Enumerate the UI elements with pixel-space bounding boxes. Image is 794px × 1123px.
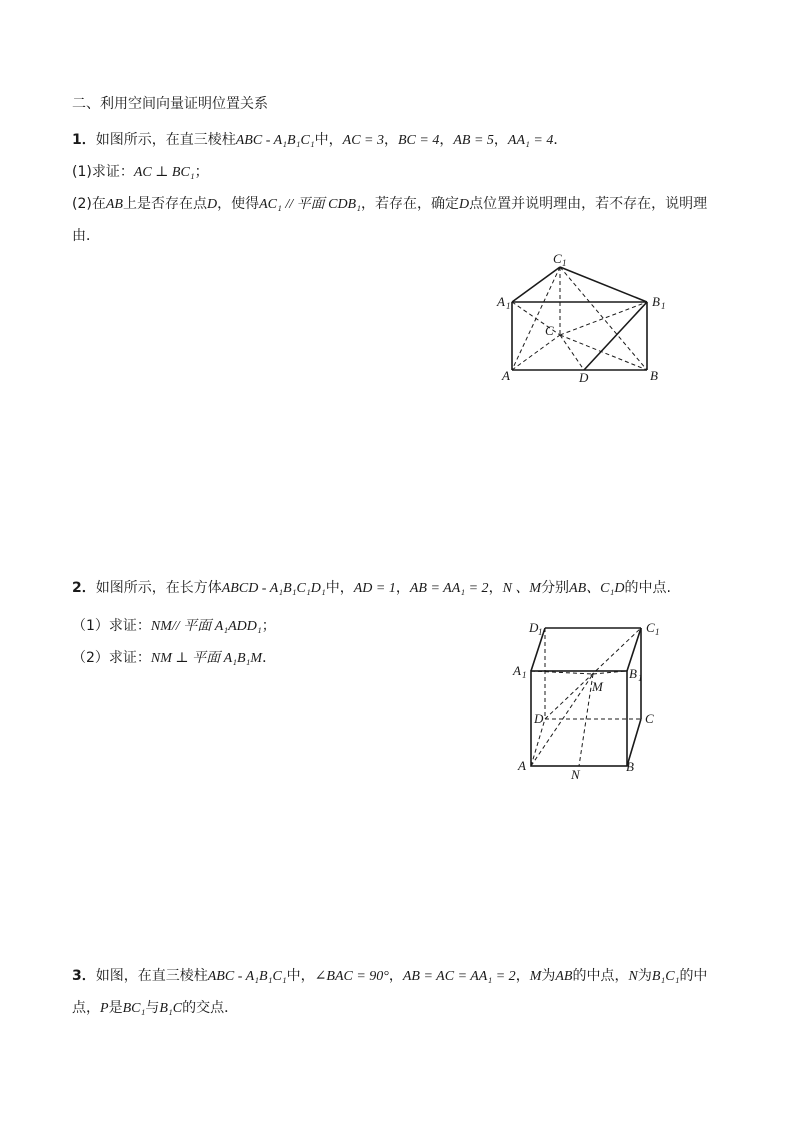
label-b: B xyxy=(626,759,634,774)
problem-3-prism: ABC - A₁B₁C₁ xyxy=(207,969,287,984)
sub-one: 1 xyxy=(562,258,567,268)
q2-d: D xyxy=(206,197,218,212)
sub-one: 1 xyxy=(506,301,511,311)
sep: ， xyxy=(488,580,503,596)
q1-expr: NM// 平面 A₁ADD₁ xyxy=(150,619,262,634)
q1-end: ； xyxy=(194,164,209,180)
label-b: B xyxy=(650,368,658,383)
label-c: C xyxy=(545,323,554,338)
problem-1-mid: 中， xyxy=(314,132,343,148)
q1-end: ； xyxy=(261,618,276,634)
problem-3-number: 3． xyxy=(72,968,96,984)
label-c: C xyxy=(645,711,654,726)
problem-1-ac: AC = 3 xyxy=(342,133,384,148)
problem-3-line2-end: 的交点． xyxy=(182,1000,239,1016)
problem-2-number: 2． xyxy=(72,580,96,596)
sep: ， xyxy=(395,580,410,596)
sub-one: 1 xyxy=(638,673,643,683)
edge-ad xyxy=(531,719,545,766)
problem-2-intro: 如图所示，在长方体 xyxy=(95,580,222,596)
q2-label: （2）求证： xyxy=(72,650,151,666)
problem-1-number: 1． xyxy=(72,132,96,148)
label-a: A xyxy=(502,368,510,383)
q2-expr: NM ⊥ 平面 A₁B₁M xyxy=(150,651,263,666)
q2-c: ，若存在，确定 xyxy=(360,196,459,212)
problem-3-de-zhong: 的中 xyxy=(679,968,708,984)
problem-2-tail: 分别 xyxy=(541,580,570,596)
problem-3-is: 是 xyxy=(108,1000,123,1016)
problem-3-line-1 xyxy=(72,966,707,987)
sep: ， xyxy=(384,132,398,148)
label-a1: A xyxy=(497,294,505,309)
problem-2-mid: 中， xyxy=(325,580,354,596)
section-title: 二、利用空间向量证明位置关系 xyxy=(72,96,268,112)
problem-1-question-2-cont: 由． xyxy=(72,228,100,244)
problem-3-yu: 与 xyxy=(145,1000,160,1016)
q2-end: ． xyxy=(262,650,277,666)
sub-one: 1 xyxy=(661,301,666,311)
problem-1-bc: BC = 4 xyxy=(398,133,440,148)
problem-3-b1c: B₁C xyxy=(159,1001,183,1016)
problem-3-line2-a: 点， xyxy=(72,1000,100,1016)
problem-2-nm: N 、M xyxy=(502,581,542,596)
problem-3-n: N xyxy=(628,969,638,984)
q2-b: ，使得 xyxy=(217,196,260,212)
label-d: D xyxy=(579,370,589,385)
problem-3-de-mid: 的中点， xyxy=(572,968,629,984)
problem-3-m: M xyxy=(529,969,542,984)
sep: ， xyxy=(388,968,403,984)
problem-2-ab2: AB xyxy=(569,581,587,596)
label-b1: B xyxy=(629,666,637,681)
q2-d2: D xyxy=(458,197,470,212)
label-c1: C xyxy=(646,620,655,635)
problem-1-intro: 如图所示，在直三棱柱 xyxy=(95,132,236,148)
end: ． xyxy=(553,132,568,148)
sep: ， xyxy=(515,968,530,984)
segment-nm xyxy=(579,674,593,766)
sep: ， xyxy=(493,132,508,148)
problem-3-angle: ∠BAC = 90° xyxy=(314,969,389,984)
problem-2-ab: AB = AA₁ = 2 xyxy=(409,581,489,596)
problem-3-intro: 如图，在直三棱柱 xyxy=(95,968,208,984)
problem-3-mid: 中， xyxy=(286,968,315,984)
problem-1-aa1: AA₁ = 4 xyxy=(507,133,554,148)
problem-3-line-2 xyxy=(72,998,238,1019)
q1-label: (1)求证： xyxy=(72,164,134,180)
problem-3-ab: AB xyxy=(555,969,573,984)
label-m: M xyxy=(592,679,603,694)
label-a: A xyxy=(518,758,526,773)
label-a1: A xyxy=(513,663,521,678)
q2-a: 上是否存在点 xyxy=(122,196,207,212)
problem-3-eq: AB = AC = AA₁ = 2 xyxy=(402,969,516,984)
problem-2-solid: ABCD - A₁B₁C₁D₁ xyxy=(221,581,326,596)
q2-ab: AB xyxy=(105,197,123,212)
label-n: N xyxy=(571,767,580,782)
sub-one: 1 xyxy=(655,627,660,637)
problem-3-b1c1: B₁C₁ xyxy=(651,969,680,984)
problem-2-ad: AD = 1 xyxy=(353,581,396,596)
problem-1-prism: ABC - A₁B₁C₁ xyxy=(235,133,315,148)
sub-one: 1 xyxy=(538,627,543,637)
label-c1: C xyxy=(553,251,562,266)
problem-3-wei: 为 xyxy=(541,968,556,984)
label-d: D xyxy=(534,711,544,726)
sep: ， xyxy=(439,132,454,148)
problem-2-end: 的中点. xyxy=(624,580,671,596)
q2-e: 点位置并说明理由，若不存在，说明理 xyxy=(469,196,708,212)
sub-one: 1 xyxy=(522,670,527,680)
q2-expr: AC₁ // 平面 CDB₁ xyxy=(259,197,361,212)
label-d1: D xyxy=(529,620,539,635)
problem-1-ab: AB = 5 xyxy=(453,133,494,148)
problem-3-bc1: BC₁ xyxy=(122,1001,146,1016)
problem-3-wei2: 为 xyxy=(637,968,652,984)
q1-label: （1）求证： xyxy=(72,618,151,634)
problem-3-p: P xyxy=(100,1001,109,1016)
q1-expr: AC ⊥ BC₁ xyxy=(133,165,195,180)
problem-2-c1d: 、C₁D xyxy=(586,581,625,596)
label-b1: B xyxy=(652,294,660,309)
q2-label: (2)在 xyxy=(72,196,106,212)
